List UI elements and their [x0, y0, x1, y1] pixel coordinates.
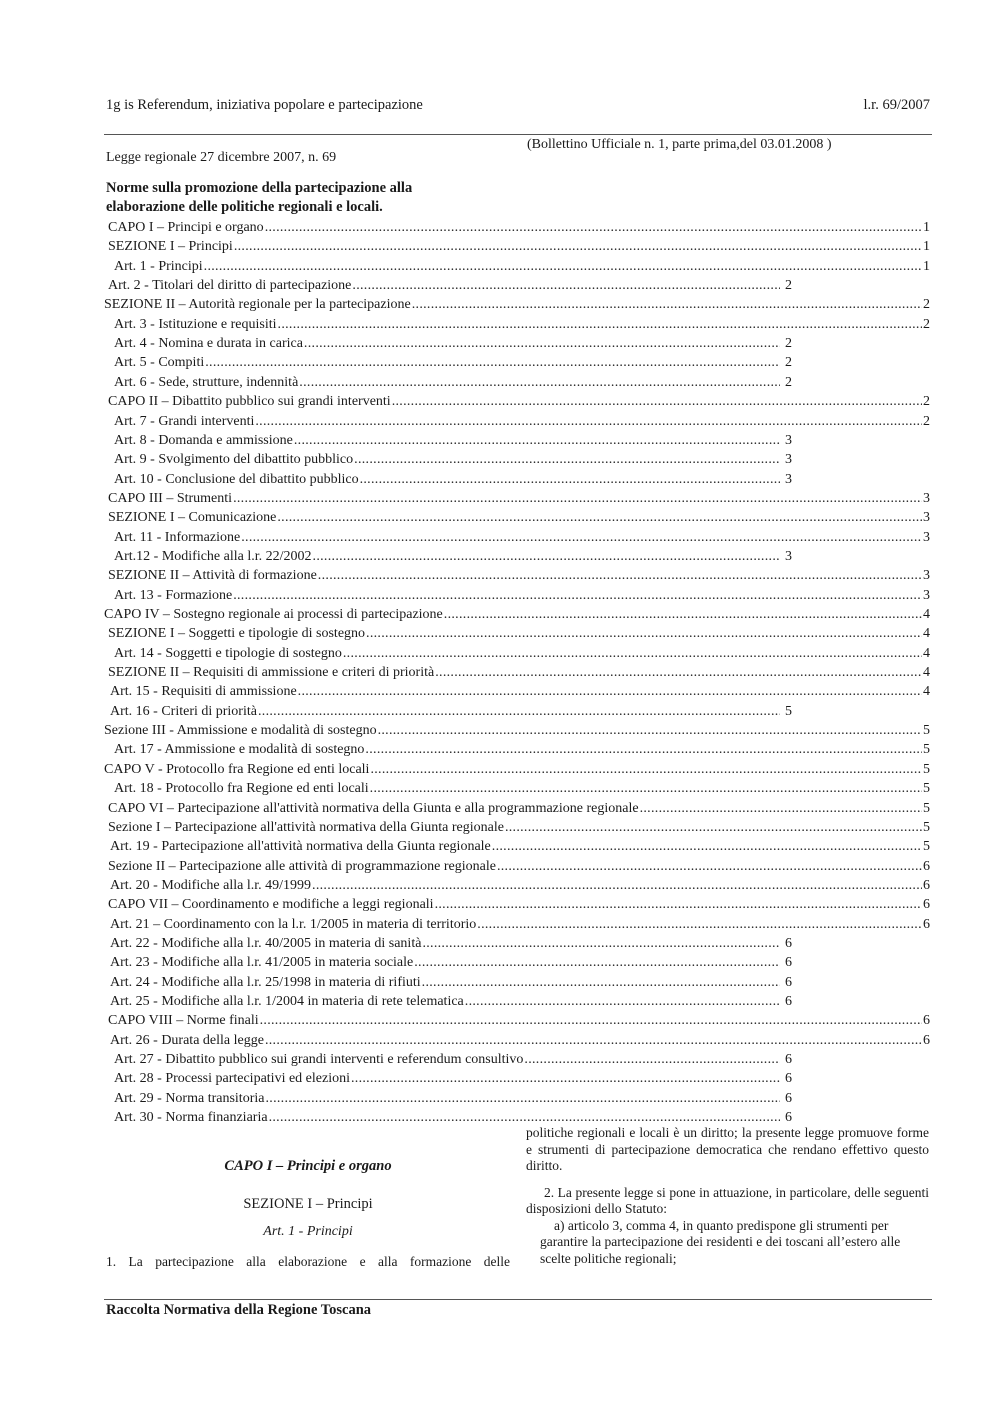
header-rule [104, 134, 932, 135]
toc-entry[interactable] [110, 702, 792, 721]
toc-entry[interactable] [114, 528, 930, 547]
toc-entry-page: 3 [923, 568, 930, 584]
toc-entry-label: Art. 13 - Formazione [114, 587, 233, 603]
toc-entry-label: Art. 23 - Modifiche alla l.r. 41/2005 in materia sociale [110, 955, 414, 971]
law-title [106, 179, 412, 217]
toc-leader-dots [299, 373, 780, 392]
toc-entry-label: Art. 26 - Durata della legge [110, 1032, 264, 1048]
toc-entry[interactable] [114, 1069, 792, 1088]
toc-entry[interactable] [114, 644, 930, 663]
capo-heading: CAPO I – Principi e organo [224, 1158, 392, 1174]
paragraph-1-start: 1. La partecipazione alla elaborazione e alla formazione delle [106, 1254, 510, 1269]
toc-entry-label: SEZIONE I – Principi [108, 239, 233, 255]
toc-entry-label: Art. 3 - Istituzione e requisiti [114, 316, 277, 332]
toc-entry-page: 5 [923, 781, 930, 797]
article-heading: Art. 1 - Principi [263, 1224, 353, 1239]
toc-leader-dots [294, 431, 780, 450]
toc-entry-page: 3 [923, 510, 930, 526]
toc-entry-label: Art. 18 - Protocollo fra Regione ed enti locali [114, 781, 369, 797]
toc-entry[interactable] [114, 431, 792, 450]
toc-entry-page: 2 [923, 394, 930, 410]
toc-entry-label: Art. 16 - Criteri di priorità [110, 703, 257, 719]
toc-leader-dots [365, 740, 922, 759]
toc-entry[interactable] [114, 740, 930, 759]
toc-leader-dots [524, 1050, 780, 1069]
toc-entry-page: 3 [923, 587, 930, 603]
toc-leader-dots [313, 547, 780, 566]
toc-leader-dots [258, 702, 780, 721]
toc-entry[interactable] [114, 779, 930, 798]
toc-entry[interactable] [108, 799, 930, 818]
toc-entry-page: 4 [923, 684, 930, 700]
toc-entry[interactable] [108, 663, 930, 682]
toc-entry-page: 4 [923, 626, 930, 642]
toc-entry[interactable] [110, 953, 792, 972]
toc-entry[interactable] [114, 412, 930, 431]
toc-entry[interactable] [108, 624, 930, 643]
toc-entry-page: 3 [785, 548, 792, 564]
toc-entry-page: 5 [923, 723, 930, 739]
toc-entry[interactable] [108, 508, 930, 527]
toc-entry-page: 1 [923, 220, 930, 235]
toc-entry-label: Art. 2 - Titolari del diritto di partecipazione [108, 278, 352, 294]
footer-collection-name: Raccolta Normativa della Regione Toscana [106, 1302, 372, 1318]
toc-leader-dots [265, 218, 922, 237]
toc-entry-label: Art. 1 - Principi [114, 258, 203, 274]
toc-entry-page: 6 [923, 858, 930, 874]
toc-leader-dots [412, 295, 922, 314]
toc-entry-page: 3 [785, 452, 792, 468]
toc-entry[interactable] [114, 586, 930, 605]
toc-entry[interactable] [114, 450, 792, 469]
toc-entry[interactable] [104, 760, 930, 779]
toc-entry-label: Sezione I – Partecipazione all'attività normativa della Giunta regionale [108, 819, 504, 835]
toc-leader-dots [392, 392, 922, 411]
toc-entry-label: Art. 19 - Partecipazione all'attività normativa della Giunta regionale [110, 839, 491, 855]
toc-entry-page: 6 [923, 1013, 930, 1029]
toc-entry-page: 5 [923, 839, 930, 855]
toc-leader-dots [352, 276, 780, 295]
body-left-column [106, 1158, 510, 1270]
toc-entry-page: 5 [923, 800, 930, 816]
toc-entry-label: Art. 20 - Modifiche alla l.r. 49/1999 [110, 877, 312, 893]
toc-leader-dots [241, 528, 922, 547]
toc-entry[interactable] [114, 1050, 792, 1069]
toc-entry-page: 5 [785, 703, 792, 719]
toc-entry-page: 6 [923, 1032, 930, 1048]
sezione-heading: SEZIONE I – Principi [243, 1196, 373, 1212]
toc-entry-page: 2 [923, 316, 930, 332]
toc-entry[interactable] [110, 837, 930, 856]
toc-entry[interactable] [114, 373, 792, 392]
toc-leader-dots [318, 566, 922, 585]
running-header-title: 1g is Referendum, iniziativa popolare e partecipazione [106, 97, 423, 113]
toc-entry-label: CAPO VII – Coordinamento e modifiche a leggi regionali [108, 897, 434, 913]
toc-entry-page: 6 [785, 974, 792, 990]
toc-leader-dots [205, 353, 780, 372]
toc-entry-label: Art. 27 - Dibattito pubblico sui grandi interventi e referendum consultivo [114, 1052, 524, 1068]
toc-entry[interactable] [108, 818, 930, 837]
toc-entry-label: Art. 22 - Modifiche alla l.r. 40/2005 in materia di sanità [110, 935, 422, 951]
toc-entry-label: Art. 29 - Norma transitoria [114, 1090, 265, 1106]
toc-leader-dots [233, 586, 922, 605]
toc-entry-label: Art. 30 - Norma finanziaria [114, 1110, 268, 1126]
toc-entry-label: CAPO VI – Partecipazione all'attività normativa della Giunta e alla programmazione regionale [108, 800, 639, 816]
toc-entry-label: Art. 25 - Modifiche alla l.r. 1/2004 in materia di rete telematica [110, 994, 464, 1009]
toc-entry-page: 6 [785, 955, 792, 971]
toc-leader-dots [435, 895, 922, 914]
law-title-line: elaborazione delle politiche regionali e locali. [106, 199, 383, 215]
footer-rule [104, 1299, 932, 1300]
toc-entry-label: Art. 5 - Compiti [114, 355, 205, 371]
toc-entry-page: 5 [923, 819, 930, 835]
toc-leader-dots [351, 1069, 780, 1088]
toc-entry[interactable] [108, 237, 930, 256]
toc-entry-label: Art. 14 - Soggetti e tipologie di sostegno [114, 645, 342, 661]
toc-entry-page: 2 [923, 297, 930, 313]
toc-entry-page: 3 [785, 471, 792, 487]
toc-entry-label: Art. 4 - Nomina e durata in carica [114, 336, 303, 352]
toc-entry[interactable] [114, 547, 792, 566]
bollettino-reference: (Bollettino Ufficiale n. 1, parte prima,del 03.01.2008 ) [527, 137, 832, 152]
toc-entry-page: 3 [923, 490, 930, 506]
toc-entry-label: Art. 15 - Requisiti di ammissione [110, 684, 297, 700]
toc-entry-label: Art. 24 - Modifiche alla l.r. 25/1998 in materia di rifiuti [110, 974, 421, 990]
toc-entry-page: 1 [923, 258, 930, 274]
toc-entry-label: CAPO IV – Sostegno regionale ai processi di partecipazione [104, 607, 443, 622]
toc-entry-page: 6 [785, 994, 792, 1009]
toc-entry[interactable] [108, 895, 930, 914]
toc-entry[interactable] [110, 682, 930, 701]
toc-entry-page: 2 [785, 355, 792, 371]
toc-leader-dots [260, 1011, 922, 1030]
toc-entry-label: SEZIONE II – Attività di formazione [108, 568, 317, 584]
toc-entry-label: SEZIONE II – Requisiti di ammissione e criteri di priorità [108, 665, 435, 681]
running-header-law-number: l.r. 69/2007 [863, 97, 930, 113]
toc-entry[interactable] [108, 218, 930, 237]
paragraph-2: 2. La presente legge si pone in attuazione, in particolare, delle seguenti disposizioni dello Statuto: [526, 1184, 929, 1216]
toc-leader-dots [378, 721, 922, 740]
toc-entry-label: SEZIONE I – Soggetti e tipologie di sostegno [108, 626, 366, 642]
toc-leader-dots [278, 315, 922, 334]
toc-entry-label: Sezione II – Partecipazione alle attività di programmazione regionale [108, 858, 496, 874]
toc-leader-dots [234, 237, 922, 256]
toc-leader-dots [477, 915, 922, 934]
toc-entry[interactable] [114, 315, 930, 334]
toc-entry[interactable] [114, 1089, 792, 1108]
toc-leader-dots [444, 605, 922, 624]
toc-leader-dots [360, 470, 780, 489]
toc-entry-page: 6 [785, 1090, 792, 1106]
toc-entry-page: 5 [923, 761, 930, 777]
toc-entry-page: 5 [923, 742, 930, 758]
toc-entry-label: CAPO II – Dibattito pubblico sui grandi interventi [108, 394, 391, 410]
toc-leader-dots [204, 257, 922, 276]
toc-leader-dots [265, 1031, 922, 1050]
toc-entry-page: 1 [923, 239, 930, 255]
toc-leader-dots [414, 953, 780, 972]
toc-leader-dots [497, 857, 922, 876]
toc-leader-dots [370, 760, 922, 779]
toc-entry[interactable] [110, 915, 930, 934]
toc-leader-dots [343, 644, 922, 663]
toc-entry-page: 2 [923, 413, 930, 429]
toc-entry[interactable] [108, 857, 930, 876]
toc-entry[interactable] [108, 276, 792, 295]
toc-entry[interactable] [110, 934, 792, 953]
toc-entry-label: CAPO III – Strumenti [108, 490, 233, 506]
toc-entry-page: 6 [785, 1110, 792, 1126]
toc-leader-dots [422, 973, 780, 992]
toc-entry-label: Art. 6 - Sede, strutture, indennità [114, 374, 299, 390]
law-date: Legge regionale 27 dicembre 2007, n. 69 [106, 150, 337, 165]
toc-entry-label: CAPO V - Protocollo fra Regione ed enti locali [104, 761, 370, 777]
toc-entry[interactable] [114, 470, 792, 489]
toc-leader-dots [304, 334, 780, 353]
toc-entry-page: 2 [785, 374, 792, 390]
toc-entry[interactable] [114, 353, 792, 372]
toc-entry-label: Art.12 - Modifiche alla l.r. 22/2002 [114, 548, 312, 564]
toc-leader-dots [298, 682, 922, 701]
toc-entry[interactable] [110, 1031, 930, 1050]
toc-entry-page: 6 [923, 916, 930, 932]
toc-entry-label: Art. 7 - Grandi interventi [114, 413, 255, 429]
toc-leader-dots [370, 779, 922, 798]
toc-entry-page: 4 [923, 665, 930, 681]
toc-leader-dots [422, 934, 780, 953]
toc-leader-dots [435, 663, 922, 682]
toc-entry[interactable] [108, 1011, 930, 1030]
toc-entry[interactable] [110, 992, 792, 1011]
toc-leader-dots [505, 818, 922, 837]
toc-leader-dots [312, 876, 922, 895]
toc-leader-dots [366, 624, 922, 643]
toc-entry[interactable] [104, 295, 930, 314]
toc-leader-dots [255, 412, 922, 431]
toc-entry[interactable] [104, 721, 930, 740]
toc-leader-dots [492, 837, 922, 856]
toc-entry[interactable] [114, 334, 792, 353]
paragraph-1-continuation: politiche regionali e locali è un diritto; la presente legge promuove forme e strumenti di partecipazione democratica che rendano effettivo questo diritto. [526, 1125, 929, 1173]
toc-entry[interactable] [108, 392, 930, 411]
toc-leader-dots [277, 508, 922, 527]
toc-entry-page: 4 [923, 645, 930, 661]
toc-entry-label: Sezione III - Ammissione e modalità di sostegno [104, 723, 377, 739]
toc-leader-dots [233, 489, 922, 508]
toc-entry-page: 6 [785, 1052, 792, 1068]
toc-entry-label: Art. 21 – Coordinamento con la l.r. 1/2005 in materia di territorio [110, 916, 477, 932]
toc-entry-label: Art. 9 - Svolgimento del dibattito pubblico [114, 452, 354, 468]
toc-entry-page: 2 [785, 278, 792, 294]
toc-entry-page: 6 [923, 897, 930, 913]
toc-entry[interactable] [108, 489, 930, 508]
body-right-column [526, 1125, 929, 1267]
toc-entry-label: Art. 28 - Processi partecipativi ed elezioni [114, 1071, 350, 1087]
toc-entry-page: 4 [923, 607, 930, 622]
toc-entry-label: SEZIONE I – Comunicazione [108, 510, 277, 526]
toc-entry-page: 6 [923, 877, 930, 893]
toc-leader-dots [265, 1089, 780, 1108]
toc-entry[interactable] [108, 566, 930, 585]
toc-entry-page: 3 [785, 432, 792, 448]
toc-entry-label: Art. 8 - Domanda e ammissione [114, 432, 293, 448]
list-item-a: a) articolo 3, comma 4, in quanto predispone gli strumenti per garantire la partecipazione dei residenti e dei toscani all’estero alle scelte politiche regionali; [540, 1217, 901, 1266]
toc-leader-dots [465, 992, 780, 1011]
toc-entry-page: 3 [923, 529, 930, 545]
toc-entry-label: Art. 10 - Conclusione del dibattito pubblico [114, 471, 359, 487]
toc-entry[interactable] [110, 973, 792, 992]
toc-entry[interactable] [114, 257, 930, 276]
toc-leader-dots [640, 799, 922, 818]
toc-entry-label: CAPO I – Principi e organo [108, 220, 264, 235]
toc-entry-label: Art. 17 - Ammissione e modalità di sostegno [114, 742, 365, 758]
toc-entry[interactable] [110, 876, 930, 895]
law-title-line: Norme sulla promozione della partecipazione alla [106, 180, 413, 196]
toc-entry-page: 6 [785, 935, 792, 951]
toc-entry-label: Art. 11 - Informazione [114, 529, 241, 545]
toc-entry-page: 2 [785, 336, 792, 352]
toc-entry-label: SEZIONE II – Autorità regionale per la partecipazione [104, 297, 411, 313]
toc-leader-dots [354, 450, 780, 469]
toc-entry[interactable] [104, 605, 930, 624]
toc-entry-page: 6 [785, 1071, 792, 1087]
toc-entry-label: CAPO VIII – Norme finali [108, 1013, 259, 1029]
